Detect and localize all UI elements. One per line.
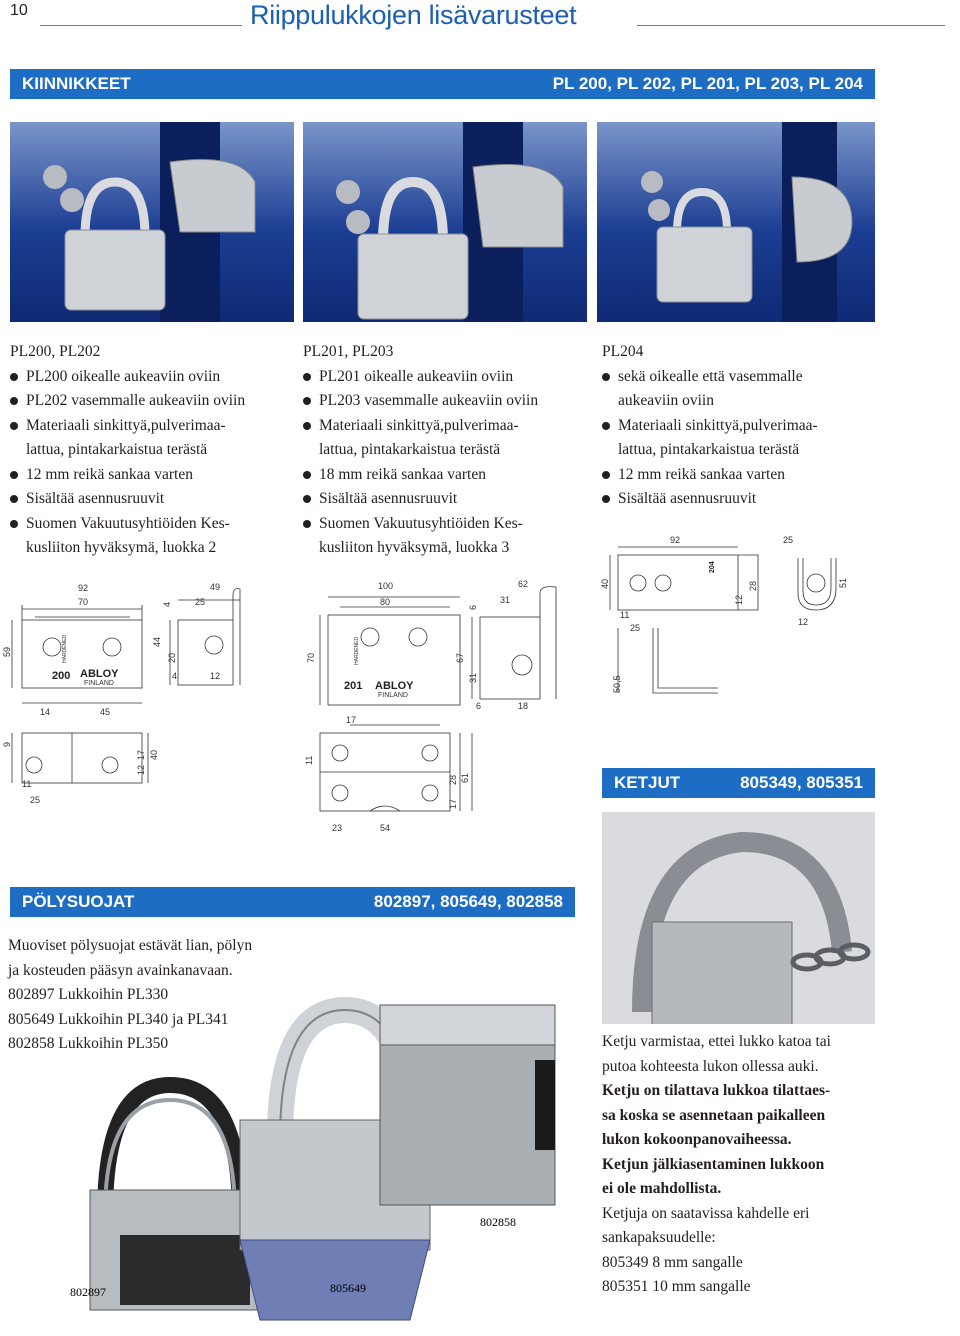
kiinnikkeet-models: PL 200, PL 202, PL 201, PL 203, PL 204 — [552, 74, 863, 93]
dim-12: 12 — [210, 671, 221, 681]
dim-49: 49 — [210, 582, 221, 592]
dim-100: 100 — [378, 581, 394, 591]
caption-802897: 802897 — [70, 1285, 106, 1299]
polysuojat-line: 802897 Lukkoihin PL330 — [8, 986, 169, 1003]
dim-18: 18 — [518, 701, 529, 711]
ketjut-line: putoa kohteesta lukon ollessa auki. — [602, 1057, 819, 1075]
list-item-continued: lattua, pintakarkaistua terästä — [319, 441, 501, 458]
list-item: 12 mm reikä sankaa varten — [10, 463, 295, 488]
dim-70: 70 — [78, 597, 89, 607]
caption-805649: 805649 — [330, 1281, 366, 1295]
ketjut-title: KETJUT — [614, 773, 681, 792]
pl200-heading: PL200, PL202 — [10, 343, 101, 360]
country-label: FINLAND — [378, 692, 408, 699]
dim-17: 17 — [346, 715, 357, 725]
ketjut-line: 805349 8 mm sangalle — [602, 1253, 743, 1271]
dim-17: 17 — [136, 749, 146, 760]
dim-25b: 25 — [30, 795, 41, 805]
pl201-heading: PL201, PL203 — [303, 343, 394, 360]
photo-pl200 — [10, 122, 294, 322]
polysuojat-line: Muoviset pölysuojat estävät lian, pölyn — [8, 937, 253, 954]
dim-11: 11 — [22, 779, 32, 789]
pl200-description — [10, 340, 295, 561]
list-item: 18 mm reikä sankaa varten — [303, 463, 593, 488]
dim-40: 40 — [600, 578, 610, 589]
dim-12b: 12 — [798, 617, 809, 627]
brand-logo: ABLOY — [80, 668, 119, 680]
list-item: Suomen Vakuutusyhtiöiden Kes- — [10, 512, 295, 537]
pl204-technical-drawing — [598, 533, 868, 718]
photo-pl204 — [597, 122, 875, 322]
dim-50-5: 50,5 — [612, 675, 622, 693]
dim-80: 80 — [380, 597, 391, 607]
ketjut-notice: Ketju on tilattava lukkoa tilattaes- — [602, 1082, 831, 1099]
dim-4b: 4 — [172, 671, 178, 681]
polysuojat-models: 802897, 805649, 802858 — [373, 892, 563, 911]
dim-54: 54 — [380, 823, 391, 833]
list-item-continued: aukeaviin oviin — [618, 392, 714, 409]
kiinnikkeet-bar — [10, 69, 875, 99]
dim-28: 28 — [448, 774, 458, 785]
list-item: Sisältää asennusruuvit — [602, 487, 877, 512]
list-item: PL201 oikealle aukeaviin oviin — [303, 365, 593, 390]
dim-12b: 12 — [136, 764, 146, 775]
dim-11: 11 — [304, 755, 314, 765]
dim-28: 28 — [748, 580, 758, 591]
kiinnikkeet-title: KIINNIKKEET — [22, 74, 131, 93]
dust-cover-products-image — [10, 990, 585, 1335]
dim-9: 9 — [2, 741, 12, 747]
list-item: 12 mm reikä sankaa varten — [602, 463, 877, 488]
dim-25: 25 — [783, 535, 794, 545]
list-item: Materiaali sinkittyä,pulverimaa- — [303, 414, 593, 439]
ketjut-line: 805351 10 mm sangalle — [602, 1278, 751, 1295]
plate-number: 204 — [709, 561, 716, 573]
dim-6: 6 — [468, 604, 478, 610]
brand-logo: ABLOY — [375, 680, 414, 692]
polysuojat-bar — [10, 887, 575, 917]
ketjut-line: Ketju varmistaa, ettei lukko katoa tai — [602, 1033, 831, 1050]
list-item: Materiaali sinkittyä,pulverimaa- — [602, 414, 877, 439]
ketjut-bar — [602, 768, 875, 798]
dim-23: 23 — [332, 823, 343, 833]
list-item: PL200 oikealle aukeaviin oviin — [10, 365, 295, 390]
polysuojat-line: 805649 Lukkoihin PL340 ja PL341 — [8, 1010, 229, 1028]
padlock-bracket-illustration — [10, 122, 294, 322]
pl201-technical-drawing — [300, 575, 590, 840]
ketjut-notice: lukon kokoonpanovaiheessa. — [602, 1131, 792, 1148]
ketjut-line: sankapaksuudelle: — [602, 1229, 716, 1246]
ketjut-notice: sa koska se asennetaan paikalleen — [602, 1106, 826, 1124]
padlock-bracket-illustration — [303, 122, 587, 322]
padlock-chain-illustration — [602, 812, 875, 1024]
dim-11: 11 — [620, 610, 630, 620]
page-title: Riippulukkojen lisävarusteet — [250, 0, 577, 30]
ketjut-models: 805349, 805351 — [740, 773, 863, 792]
dim-59: 59 — [2, 646, 12, 657]
country-label: FINLAND — [84, 680, 114, 687]
chain-photo — [602, 812, 875, 1024]
pl204-description — [602, 340, 877, 512]
dim-14: 14 — [40, 707, 51, 717]
dim-17b: 17 — [448, 798, 458, 809]
dim-31b: 31 — [468, 672, 478, 683]
title-rule — [637, 25, 945, 26]
list-item: Suomen Vakuutusyhtiöiden Kes- — [303, 512, 593, 537]
dim-6b: 6 — [476, 701, 482, 711]
dim-44: 44 — [152, 636, 162, 647]
list-item-continued: kusliiton hyväksymä, luokka 2 — [26, 539, 217, 556]
dim-92: 92 — [670, 535, 681, 545]
list-item: Sisältää asennusruuvit — [303, 487, 593, 512]
dim-92: 92 — [78, 583, 89, 593]
list-item: PL203 vasemmalle aukeaviin oviin — [303, 389, 593, 414]
caption-802858: 802858 — [480, 1215, 516, 1229]
list-item-continued: lattua, pintakarkaistua terästä — [618, 441, 800, 458]
list-item: sekä oikealle että vasemmalle — [602, 365, 877, 390]
plate-number: 200 — [52, 670, 71, 682]
photo-pl201 — [303, 122, 587, 322]
pl200-technical-drawing — [0, 575, 300, 810]
dim-67: 67 — [455, 652, 465, 663]
dim-45: 45 — [100, 707, 111, 717]
ketjut-notice: Ketjun jälkiasentaminen lukkoon — [602, 1155, 825, 1173]
dim-20: 20 — [167, 652, 177, 663]
polysuojat-title: PÖLYSUOJAT — [22, 892, 135, 911]
list-item: PL202 vasemmalle aukeaviin oviin — [10, 389, 295, 414]
page-number: 10 — [10, 2, 28, 19]
ketjut-notice: ei ole mahdollista. — [602, 1180, 722, 1197]
padlock-bracket-illustration — [597, 122, 875, 322]
dim-70: 70 — [306, 652, 316, 663]
stamp-label: HARDENED — [354, 636, 360, 665]
list-item: Materiaali sinkittyä,pulverimaa- — [10, 414, 295, 439]
dim-40: 40 — [149, 749, 159, 760]
dim-62: 62 — [518, 579, 529, 589]
list-item-continued: lattua, pintakarkaistua terästä — [26, 441, 208, 458]
plate-number: 201 — [344, 680, 363, 692]
dim-12: 12 — [734, 594, 744, 605]
title-rule-left — [40, 25, 242, 26]
ketjut-description — [602, 1030, 877, 1300]
stamp-label: HARDENED — [62, 634, 68, 663]
pl201-description — [303, 340, 593, 561]
ketjut-line: Ketjuja on saatavissa kahdelle eri — [602, 1204, 810, 1222]
dim-25: 25 — [195, 597, 206, 607]
pl204-heading: PL204 — [602, 343, 644, 360]
polysuojat-line: ja kosteuden pääsyn avainkanavaan. — [8, 961, 233, 979]
polysuojat-line: 802858 Lukkoihin PL350 — [8, 1035, 169, 1052]
list-item: Sisältää asennusruuvit — [10, 487, 295, 512]
dim-31: 31 — [500, 595, 511, 605]
dim-61: 61 — [460, 772, 470, 783]
dim-25b: 25 — [630, 623, 641, 633]
list-item-continued: kusliiton hyväksymä, luokka 3 — [319, 539, 510, 556]
dim-4: 4 — [162, 601, 172, 607]
dim-51: 51 — [838, 577, 848, 588]
